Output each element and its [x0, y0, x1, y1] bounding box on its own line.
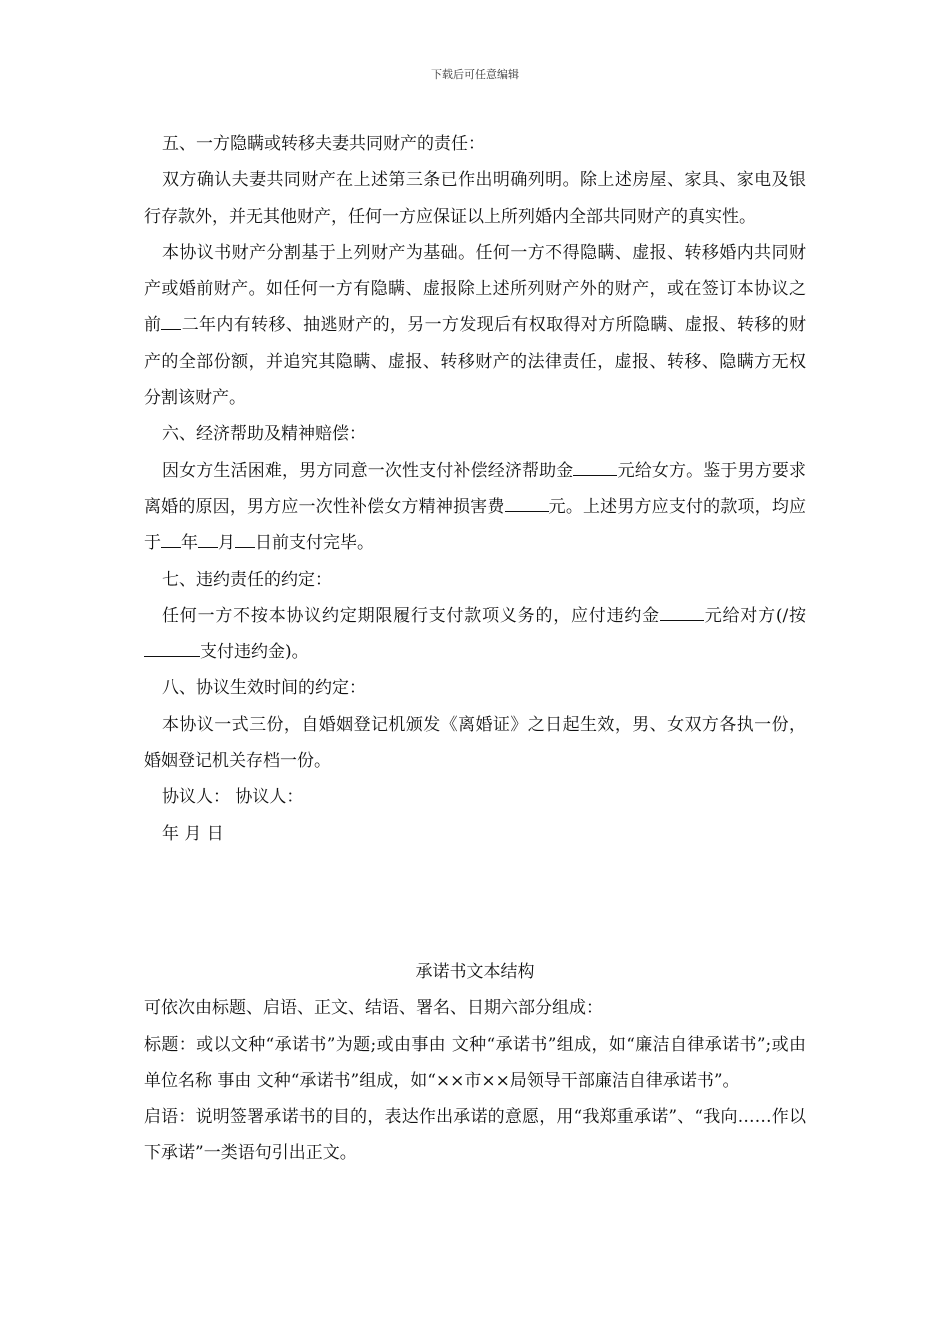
section-8-title: 八、协议生效时间的约定：: [162, 678, 366, 699]
section-6-title: 六、经济帮助及精神赔偿：: [162, 424, 366, 445]
blank-years: [161, 312, 181, 331]
section-7-title: 七、违约责任的约定：: [162, 569, 332, 590]
date-line: 年 月 日: [162, 823, 224, 844]
agreement-body: [144, 126, 806, 852]
section-5-p2-part-b: 二年内有转移、抽逃财产的，另一方发现后有权取得对方所隐瞒、虚报、转移的财产的全部份额，并追究其隐瞒、虚报、转移财产的法律责任，虚报、转移、隐瞒方无权分割该财产。: [144, 315, 807, 409]
section-5-p2-part-a: 本协议书财产分割基于上列财产为基础。任何一方不得隐瞒、虚报、转移婚内共同财产或婚前财产。如任何一方有隐瞒、虚报除上述所列财产外的财产，或在签订本协议之前: [144, 242, 806, 336]
guide-body: [144, 954, 806, 1172]
guide-paragraph-1: 可依次由标题、启语、正文、结语、署名、日期六部分组成：: [144, 998, 603, 1019]
section-5-title: 五、一方隐瞒或转移夫妻共同财产的责任：: [162, 134, 485, 154]
s6-text-year: 年: [181, 533, 198, 554]
signers-line: 协议人： 协议人：: [162, 787, 304, 808]
s6-text-a: 因女方生活困难，男方同意一次性支付补偿经济帮助金: [162, 460, 574, 481]
blank-penalty-method: [144, 638, 200, 657]
s7-text-a: 任何一方不按本协议约定期限履行支付款项义务的，应付违约金: [162, 605, 660, 626]
section-5-paragraph-2: [144, 235, 806, 416]
s7-text-c: 支付违约金)。: [200, 642, 309, 663]
s6-text-month: 月: [218, 533, 235, 554]
s6-text-day: 日前支付完毕。: [255, 533, 374, 554]
guide-paragraph-3: 启语：说明签署承诺书的目的，表达作出承诺的意愿，用“我郑重承诺”、“我向……作以下承诺”一类语句引出正文。: [144, 1107, 806, 1164]
page-header: 下载后可任意编辑: [431, 68, 519, 81]
section-8-paragraph: 本协议一式三份，自婚姻登记机颁发《离婚证》之日起生效，男、女双方各执一份，婚姻登记机关存档一份。: [144, 714, 806, 772]
blank-aid-amount: [573, 457, 617, 476]
blank-penalty-amount: [660, 602, 704, 621]
guide-paragraph-2: 标题：或以文种“承诺书”为题;或由事由 文种“承诺书”组成，如“廉洁自律承诺书”;或由单位名称 事由 文种“承诺书”组成，如“××市××局领导干部廉洁自律承诺书”。: [144, 1034, 806, 1091]
section-6-paragraph: [144, 453, 806, 562]
blank-damages-amount: [505, 493, 549, 512]
blank-month: [198, 529, 218, 548]
guide-title: 承诺书文本结构: [415, 962, 535, 982]
section-7-paragraph: [144, 598, 806, 671]
section-5-paragraph-1: 双方确认夫妻共同财产在上述第三条已作出明确列明。除上述房屋、家具、家电及银行存款外，并无其他财产，任何一方应保证以上所列婚内全部共同财产的真实性。: [144, 170, 806, 227]
s6-text-b: 元给女方。鉴于男方要求离婚的原因，男方应一次性补偿女方精神损害费: [144, 460, 807, 517]
s6-text-c: 元。上述男方应支付的款项，均应于: [144, 496, 806, 554]
s7-text-b: 元给对方(/按: [703, 605, 806, 626]
blank-day: [235, 529, 255, 548]
blank-year: [161, 529, 181, 548]
